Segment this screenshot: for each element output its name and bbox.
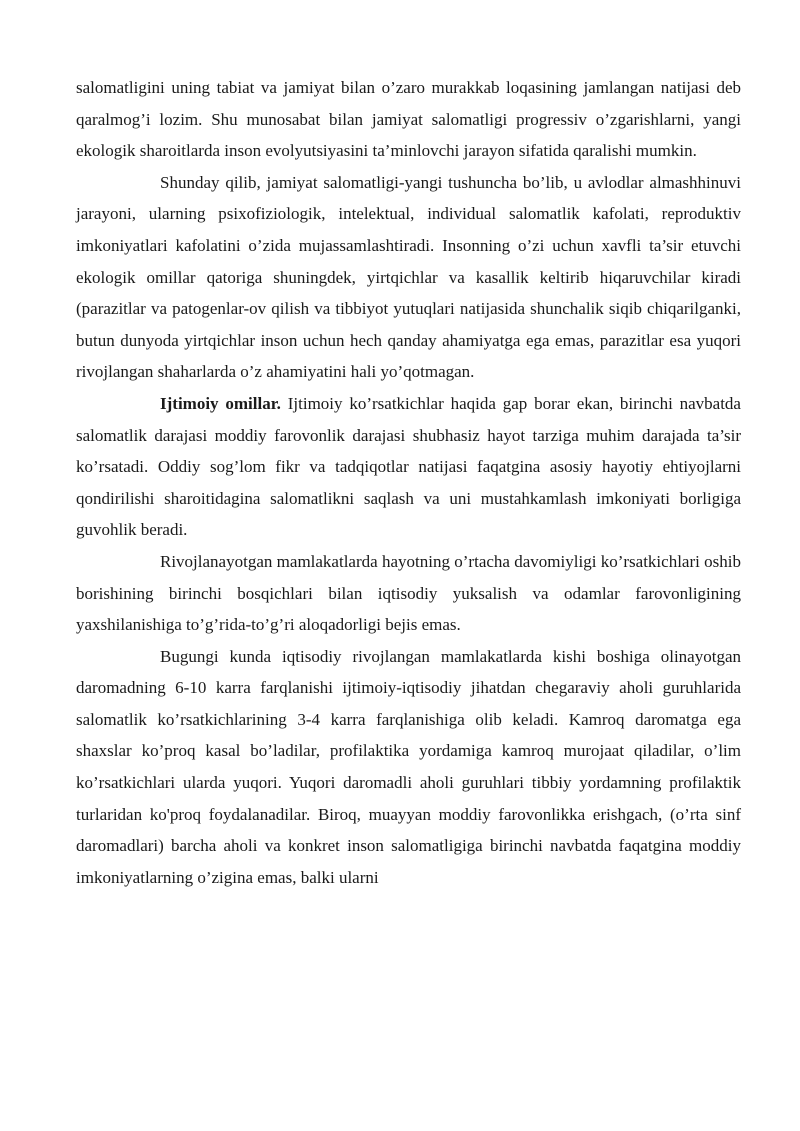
- paragraph-rivojlanayotgan: Rivojlanayotgan mamlakatlarda hayotning o’rtacha davomiyligi ko’rsatkichlari oshib borishining birinchi bosqichlari bilan iqtisodiy yuksalish va odamlar farovonligining yaxshilanishiga to’g’rida-to’g’ri aloqadorligi bejis emas.: [76, 551, 741, 635]
- paragraph-bugungi-kunda: Bugungi kunda iqtisodiy rivojlangan mamlakatlarda kishi boshiga olinayotgan daromadning 6-10 karra farqlanishi ijtimoiy-iqtisodiy jihatdan chegaraviy aholi guruhlarida salomatlik ko’rsatkichlarining 3-4 karra farqlanishiga olib keladi. Kamroq daromatga ega shaxslar ko’proq kasal bo’ladilar, profilaktika yordamiga kamroq murojaat qiladilar, o’lim ko’rsatkichlari ularda yuqori. Yuqori daromadli aholi guruhlari tibbiy yordamning profilaktik turlaridan ko'proq foydalanadilar. Biroq, muayyan moddiy farovonlikka erishgach, (o’rta sinf daromadlari) barcha aholi va konkret inson salomatligiga birinchi navbatda faqatgina moddiy imkoniyatlarning o’zigina emas, balki ularni: [76, 646, 741, 887]
- document-page: [76, 72, 741, 893]
- paragraph-jamiyat-salomatligi: Shunday qilib, jamiyat salomatligi-yangi tushuncha bo’lib, u avlodlar almashhinuvi jarayoni, ularning psixofiziologik, intelektual, individual salomatlik kafolati, reproduktiv imkoniyatlari kafolatini o’zida mujassamlashtiradi. Insonning o’zi uchun xavfli ta’sir etuvchi ekologik omillar qatoriga shuningdek, yirtqichlar va kasallik keltirib hiqaruvchilar kiradi (parazitlar va patogenlar-ov qilish va tibbiyot yutuqlari natijasida shunchalik siqib chiqarilganki, butun dunyoda yirtqichlar inson uchun hech qanday ahamiyatga ega emas, parazitlar esa yuqori rivojlangan shaharlarda o’z ahamiyatini hali yo’qotmagan.: [76, 172, 741, 382]
- section-heading: Ijtimoiy omillar.: [160, 393, 281, 413]
- paragraph-ijtimoiy-omillar: [76, 388, 741, 546]
- paragraph-continuation: salomatligini uning tabiat va jamiyat bilan o’zaro murakkab loqasining jamlangan natijasi deb qaralmog’i lozim. Shu munosabat bilan jamiyat salomatligi progressiv o’zgarishlarni, yangi ekologik sharoitlarda inson evolyutsiyasini ta’minlovchi jarayon sifatida qaralishi mumkin.: [76, 78, 741, 161]
- paragraph-text: Ijtimoiy ko’rsatkichlar haqida gap borar ekan, birinchi navbatda salomatlik darajasi moddiy farovonlik darajasi shubhasiz hayot tarziga muhim darajada ta’sir ko’rsatadi. Oddiy sog’lom fikr va tadqiqotlar natijasi faqatgina asosiy hayotiy ehtiyojlarni qondirilishi sharoitidagina salomatlikni saqlash va uni mustahkamlash imkoniyati borligiga guvohlik beradi.: [76, 393, 741, 540]
